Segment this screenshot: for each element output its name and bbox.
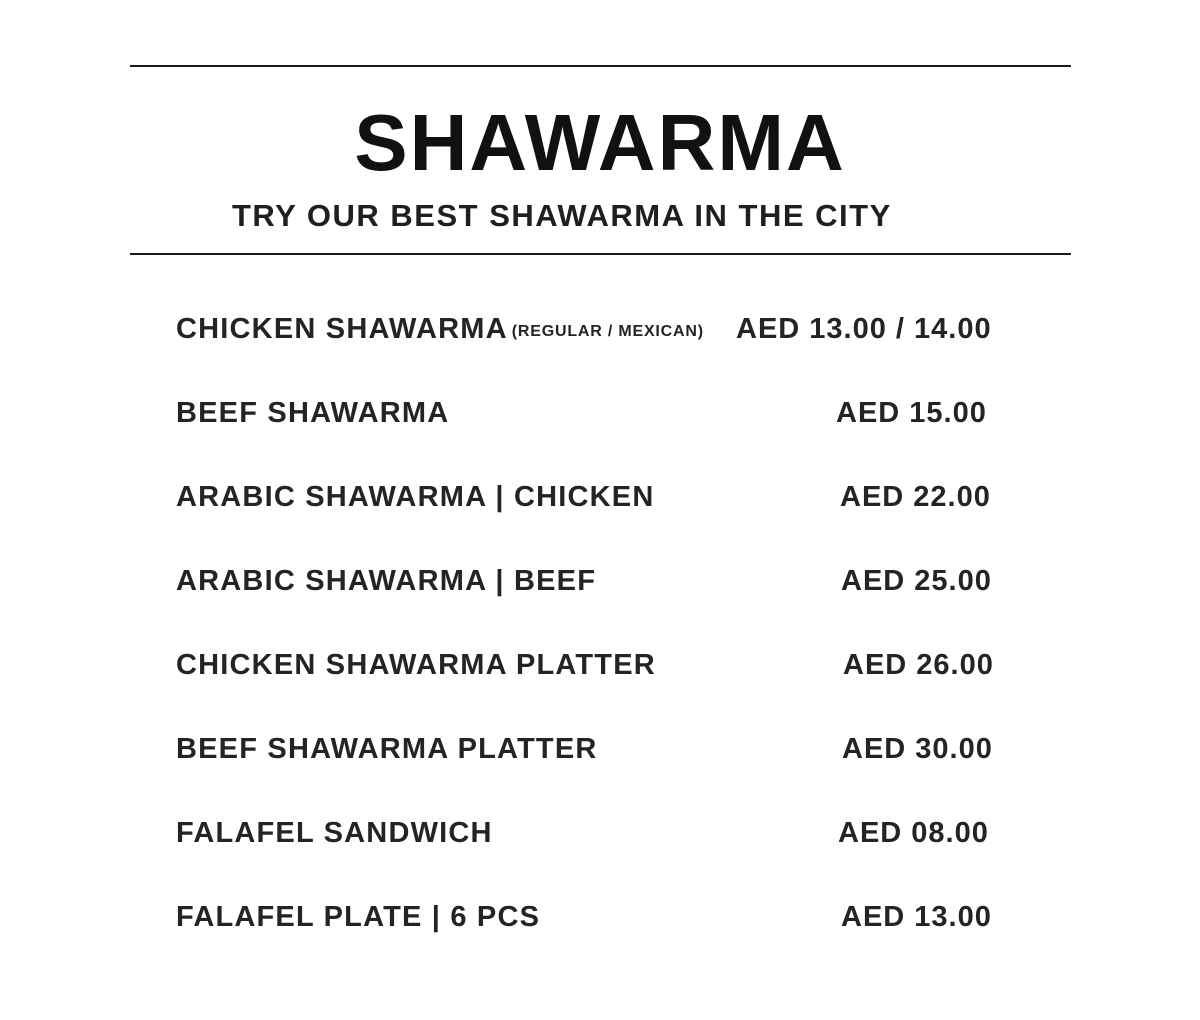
menu-item-price: AED 25.00	[841, 565, 992, 597]
menu-item-price: AED 22.00	[840, 481, 991, 513]
menu-item-name: ARABIC SHAWARMA | BEEF	[176, 565, 597, 597]
menu-item-price: AED 26.00	[843, 649, 994, 681]
menu-item-arabic-shawarma-beef	[176, 561, 1076, 601]
menu-item-name: ARABIC SHAWARMA | CHICKEN	[176, 481, 655, 513]
menu-item-falafel-sandwich	[176, 813, 1076, 853]
menu-subtitle: TRY OUR BEST SHAWARMA IN THE CITY	[232, 198, 892, 233]
bottom-divider	[130, 253, 1071, 255]
menu-item-name: BEEF SHAWARMA	[176, 397, 450, 429]
menu-item-name: FALAFEL SANDWICH	[176, 817, 493, 849]
menu-item-name: BEEF SHAWARMA PLATTER	[176, 733, 598, 765]
menu-item-chicken-shawarma-platter	[176, 645, 1076, 685]
menu-item-falafel-plate	[176, 897, 1076, 937]
menu-item-arabic-shawarma-chicken	[176, 477, 1076, 517]
menu-title: SHAWARMA	[354, 98, 846, 187]
menu-item-name: CHICKEN SHAWARMA (REGULAR / MEXICAN)	[176, 313, 704, 345]
menu-item-name: FALAFEL PLATE | 6 PCS	[176, 901, 541, 933]
menu-item-price: AED 08.00	[838, 817, 989, 849]
menu-item-beef-shawarma-platter	[176, 729, 1076, 769]
menu-item-price: AED 13.00 / 14.00	[736, 313, 992, 345]
menu-item-beef-shawarma	[176, 393, 1076, 433]
menu-item-name: CHICKEN SHAWARMA PLATTER	[176, 649, 656, 681]
menu-item-chicken-shawarma	[176, 309, 1076, 349]
top-divider	[130, 65, 1071, 67]
menu-item-price: AED 15.00	[836, 397, 987, 429]
menu-item-note: (REGULAR / MEXICAN)	[511, 323, 704, 340]
menu-item-price: AED 30.00	[842, 733, 993, 765]
menu-item-price: AED 13.00	[841, 901, 992, 933]
